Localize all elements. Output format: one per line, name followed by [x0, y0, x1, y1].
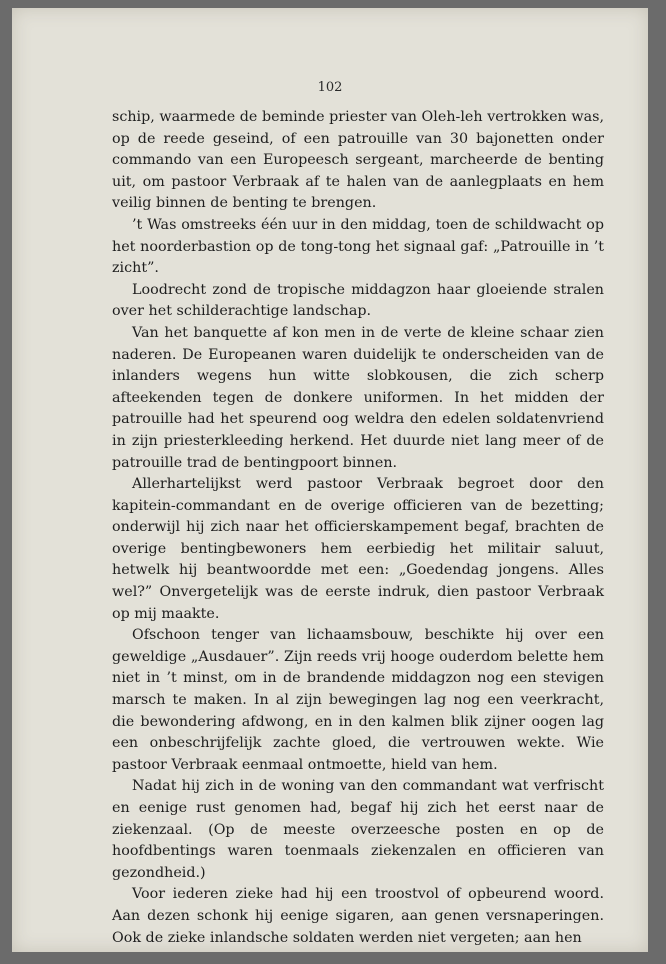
- paragraph: Allerhartelijkst werd pastoor Verbraak begroet door den kapitein-commandant en de overige officieren van de bezetting; onderwijl hij zich naar het officierskampement begaf, brachten de overige bentingbewoners hem eerbiedig het militair saluut, hetwelk hij beantwoordde met een: „Goedendag jongens. Alles wel?” Onvergetelijk was de eerste indruk, dien pastoor Verbraak op mij maakte.: [112, 476, 604, 622]
- paragraph: Nadat hij zich in de woning van den commandant wat verfrischt en eenige rust genomen had, begaf hij zich het eerst naar de ziekenzaal. (Op de meeste overzeesche posten en op de hoofdbentings waren toenmaals ziekenzalen en officieren van gezondheid.): [112, 778, 604, 881]
- paragraph: Voor iederen zieke had hij een troostvol of opbeurend woord. Aan dezen schonk hij eenige sigaren, aan genen versnaperingen. Ook de zieke inlandsche soldaten werden niet vergeten; aan hen: [112, 886, 604, 946]
- paragraph: Ofschoon tenger van lichaamsbouw, beschikte hij over een geweldige „Ausdauer”. Zijn reeds vrij hooge ouderdom belette hem niet in ’t minst, om in de brandende middagzon nog een stevigen marsch te maken. In al zijn bewegingen lag nog een veerkracht, die bewondering afdwong, en in den kalmen blik zijner oogen lag een onbeschrijfelijk zachte gloed, die vertrouwen wekte. Wie pastoor Verbraak eenmaal ontmoette, hield van hem.: [112, 627, 604, 773]
- book-page: [12, 8, 648, 952]
- paragraph: Van het banquette af kon men in de verte de kleine schaar zien naderen. De Europeanen waren duidelijk te onderscheiden van de inlanders wegens hun witte slobkousen, die zich scherp afteekenden tegen de donkere uniformen. In het midden der patrouille had het speurend oog weldra den edelen soldatenvriend in zijn priesterkleeding herkend. Het duurde niet lang meer of de patrouille trad de bentingpoort binnen.: [112, 324, 604, 471]
- paragraph: Loodrecht zond de tropische middagzon haar gloeiende stralen over het schilderachtige landschap.: [112, 281, 604, 320]
- body-text: [112, 107, 604, 949]
- paragraph: schip, waarmede de beminde priester van Oleh-leh vertrokken was, op de reede geseind, of een patrouille van 30 bajonetten onder commando van een Europeesch sergeant, marcheerde de benting uit, om pastoor Verbraak af te halen van de aanlegplaats en hem veilig binnen de benting te brengen.: [112, 109, 604, 212]
- page-number: 102: [317, 80, 343, 95]
- paragraph: ’t Was omstreeks één uur in den middag, toen de schildwacht op het noorderbastion op de tong-tong het signaal gaf: „Patrouille in ’t zicht”.: [112, 216, 604, 277]
